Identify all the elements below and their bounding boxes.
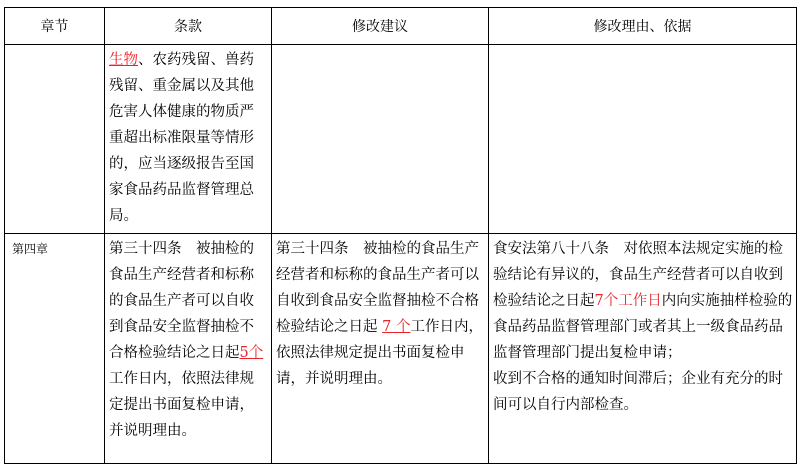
reason-text: 食安法第八十八条 对依照本法规定实施的检验结论有异议的，食品生产经营者可以自收到检验结论之日起 [493,241,783,309]
row2-suggestion-cell [272,234,489,464]
row1-clause-cell [105,45,272,234]
chapter-label: 第四章 [12,242,49,256]
reason-highlight-text: 7个工作日 [594,293,662,309]
clause-text-after: 工作日内，依照法律规定提出书面复检申请，并说明理由。 [109,371,254,439]
header-chapter: 章节 [5,8,105,45]
row2-chapter-cell [5,234,105,464]
clause-text: 、农药残留、兽药残留、重金属以及其他危害人体健康的物质严重超出标准限量等情形的，应当逐级报告至国家食品药品监督管理总局。 [109,52,254,224]
header-reason: 修改理由、依据 [489,8,797,45]
clause-highlight-text: 5个 [239,345,264,361]
row2-reason-cell [489,234,797,464]
clause-highlight-text: 生物 [109,52,138,68]
suggestion-text: 第三十四条 被抽检的食品生产经营者和标称的食品生产者可以自收到食品安全监督抽检不合格检验结论之日起 [276,241,479,335]
row1-suggestion-cell [272,45,489,234]
reason-text-after: 内向实施抽样检验的食品药品监督管理部门或者其上一级食品药品监督管理部门提出复检申请； [493,293,793,361]
suggestion-highlight-text: 7 个 [382,319,411,335]
table-row [5,234,797,464]
header-clause: 条款 [105,8,272,45]
row2-clause-cell [105,234,272,464]
row1-chapter-cell [5,45,105,234]
table-header-row [5,8,797,45]
revision-table [4,7,797,464]
reason-note: 收到不合格的通知时间滞后；企业有充分的时间可以自行内部检查。 [493,371,783,413]
row1-reason-cell [489,45,797,234]
suggestion-text-after: 工作日内，依照法律规定提出书面复检申请，并说明理由。 [276,319,483,387]
header-suggestion: 修改建议 [272,8,489,45]
clause-text: 第三十四条 被抽检的食品生产经营者和标称的食品生产者可以自收到食品安全监督抽检不合格检验结论之日起 [109,241,254,361]
table-row [5,45,797,234]
